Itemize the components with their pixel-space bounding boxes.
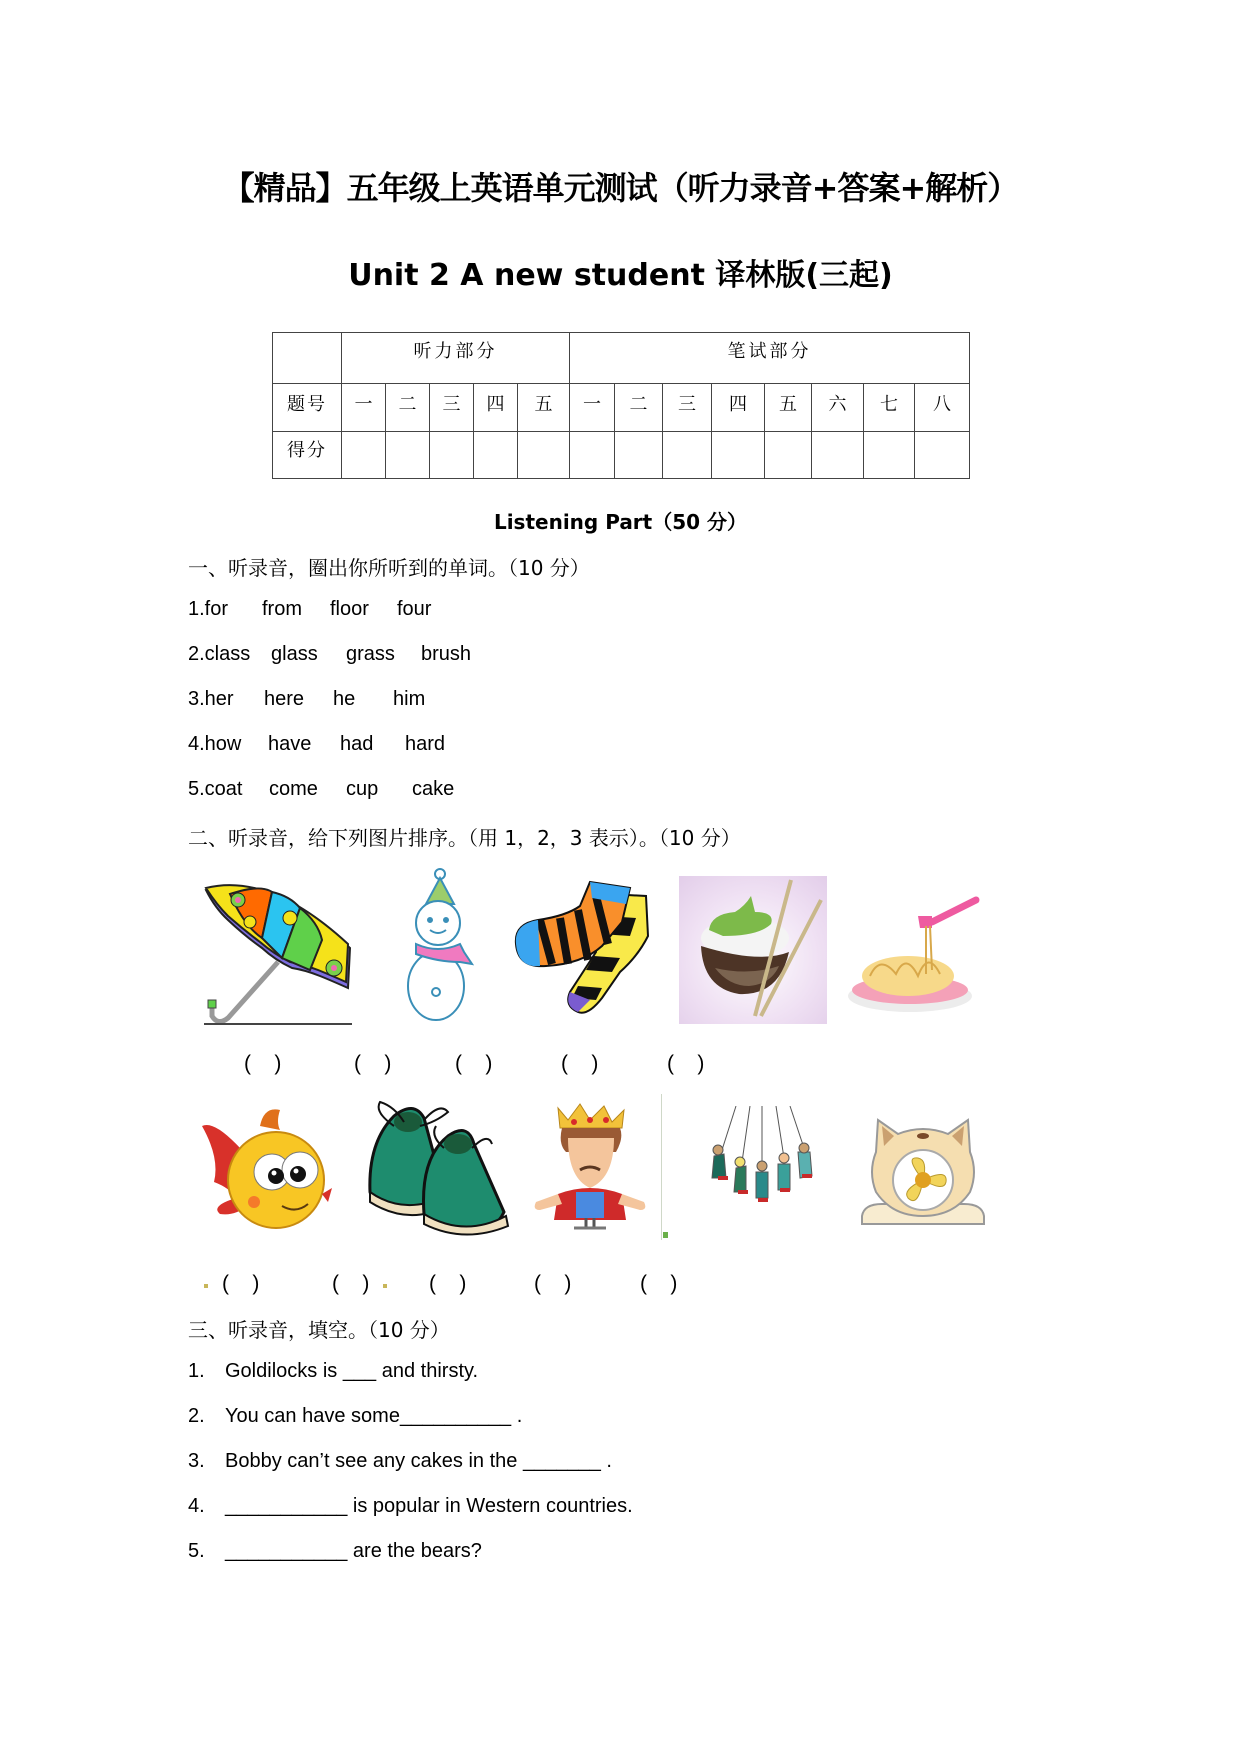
score-table [272, 332, 970, 479]
swings-icon [712, 1106, 812, 1202]
score-table-corner [273, 333, 342, 384]
item-number: 5. [188, 1540, 205, 1562]
score-cell[interactable] [386, 432, 430, 479]
listening-part-heading: Listening Part（50 分） [493, 510, 748, 534]
cat-fan-picture [858, 1112, 988, 1228]
item-number: 3. [188, 1450, 205, 1472]
listening-item: 三 [430, 384, 474, 432]
written-item: 五 [765, 384, 812, 432]
fish-picture [200, 1098, 332, 1238]
section2-heading: 二、听录音，给下列图片排序。（用 1，2，3 表示）。（10 分） [188, 826, 741, 850]
word-option[interactable]: floor [330, 598, 369, 620]
written-part-header: 笔试部分 [570, 333, 970, 384]
written-item: 七 [864, 384, 915, 432]
word-option[interactable]: cake [412, 778, 455, 800]
word-option[interactable]: glass [271, 643, 318, 665]
item-text[interactable]: You can have some__________ . [225, 1405, 523, 1427]
noodles-picture [840, 890, 990, 1020]
question-number-label: 题号 [273, 384, 342, 432]
noodles-icon [848, 900, 976, 1012]
section3-heading: 三、听录音，填空。（10 分） [188, 1318, 450, 1342]
listening-item: 四 [474, 384, 518, 432]
socks-icon [516, 882, 648, 1013]
item-number: 1. [188, 1360, 205, 1382]
listening-item: 二 [386, 384, 430, 432]
answer-bracket[interactable]: ( ) [429, 1272, 467, 1295]
king-picture [528, 1098, 652, 1232]
item-number: 4. [188, 1495, 205, 1517]
word-option[interactable]: have [268, 733, 312, 755]
umbrella-picture [200, 878, 354, 1026]
swings-picture [698, 1106, 822, 1224]
answer-bracket[interactable]: ( ) [354, 1052, 392, 1075]
score-cell[interactable] [864, 432, 915, 479]
word-option[interactable]: had [340, 733, 374, 755]
answer-bracket[interactable]: ( ) [667, 1052, 705, 1075]
score-cell[interactable] [765, 432, 812, 479]
word-row-number: 5.coat [188, 778, 243, 800]
answer-bracket[interactable]: ( ) [640, 1272, 678, 1295]
snowman-icon [408, 869, 472, 1020]
score-label: 得分 [273, 432, 342, 479]
score-cell[interactable] [812, 432, 864, 479]
section1-heading: 一、听录音，圈出你所听到的单词。（10 分） [188, 556, 590, 580]
stray-dot [204, 1284, 208, 1288]
item-text[interactable]: Bobby can’t see any cakes in the _______ . [225, 1450, 612, 1472]
written-item: 一 [570, 384, 615, 432]
image-edge-strip [661, 1094, 668, 1240]
word-option[interactable]: hard [405, 733, 446, 755]
snowman-picture [368, 868, 498, 1024]
answer-bracket[interactable]: ( ) [455, 1052, 493, 1075]
item-text[interactable]: ___________ is popular in Western countries. [225, 1495, 633, 1517]
umbrella-icon [204, 885, 352, 1024]
score-cell[interactable] [915, 432, 970, 479]
rice-bowl-icon [679, 876, 827, 1024]
score-cell[interactable] [430, 432, 474, 479]
socks-picture [510, 876, 662, 1024]
answer-bracket[interactable]: ( ) [534, 1272, 572, 1295]
word-option[interactable]: he [333, 688, 356, 710]
word-row-number: 3.her [188, 688, 234, 710]
fish-icon [202, 1109, 332, 1228]
score-cell[interactable] [570, 432, 615, 479]
shoes-picture [364, 1092, 512, 1242]
word-option[interactable]: cup [346, 778, 379, 800]
stray-dot [383, 1284, 387, 1288]
item-text[interactable]: Goldilocks is ___ and thirsty. [225, 1360, 479, 1382]
word-row-number: 1.for [188, 598, 229, 620]
word-option[interactable]: him [393, 688, 426, 710]
answer-bracket[interactable]: ( ) [332, 1272, 370, 1295]
answer-bracket[interactable]: ( ) [561, 1052, 599, 1075]
written-item: 三 [663, 384, 712, 432]
written-item: 四 [712, 384, 765, 432]
listening-item: 五 [518, 384, 570, 432]
listening-item: 一 [342, 384, 386, 432]
word-option[interactable]: four [397, 598, 432, 620]
shoes-icon [370, 1102, 508, 1235]
word-option[interactable]: come [269, 778, 318, 800]
rice-bowl-picture [679, 876, 827, 1024]
word-option[interactable]: from [262, 598, 302, 620]
answer-bracket[interactable]: ( ) [244, 1052, 282, 1075]
listening-part-header: 听力部分 [342, 333, 570, 384]
score-cell[interactable] [474, 432, 518, 479]
score-cell[interactable] [342, 432, 386, 479]
king-icon [535, 1104, 646, 1228]
written-item: 六 [812, 384, 864, 432]
word-option[interactable]: grass [346, 643, 395, 665]
cat-fan-icon [862, 1120, 984, 1224]
written-item: 二 [615, 384, 663, 432]
item-text[interactable]: ___________ are the bears? [225, 1540, 482, 1562]
written-item: 八 [915, 384, 970, 432]
score-cell[interactable] [615, 432, 663, 479]
item-number: 2. [188, 1405, 205, 1427]
word-option[interactable]: here [264, 688, 305, 710]
answer-bracket[interactable]: ( ) [222, 1272, 260, 1295]
score-cell[interactable] [712, 432, 765, 479]
document-title: 【精品】五年级上英语单元测试（听力录音+答案+解析） [222, 169, 1019, 207]
document-subtitle: Unit 2 A new student 译林版(三起) [348, 258, 893, 293]
word-option[interactable]: brush [421, 643, 472, 665]
word-row-number: 4.how [188, 733, 242, 755]
score-cell[interactable] [663, 432, 712, 479]
score-cell[interactable] [518, 432, 570, 479]
word-row-number: 2.class [188, 643, 251, 665]
